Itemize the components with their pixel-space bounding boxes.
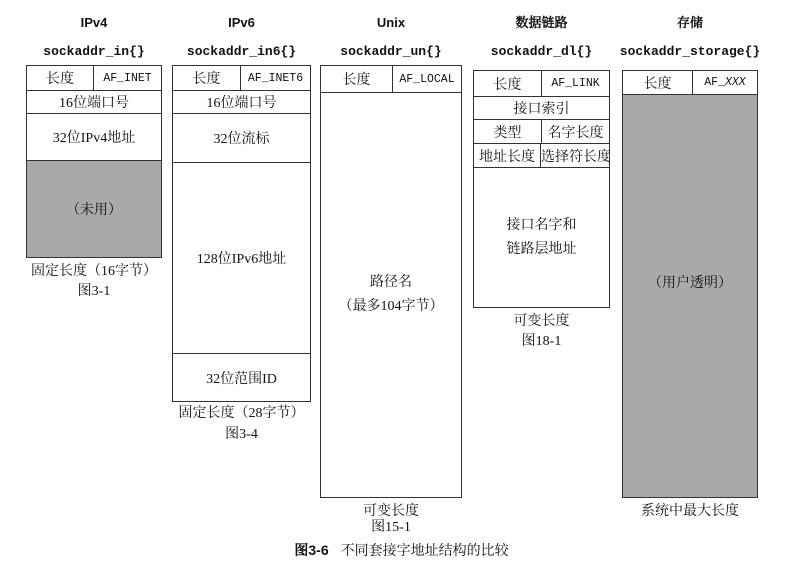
datalink-struct-box (473, 70, 610, 308)
ipv6-header-row (173, 66, 310, 91)
datalink-header-row (474, 71, 609, 97)
figure-caption-text: 不同套接字地址结构的比较 (340, 544, 509, 559)
figure-caption (0, 540, 803, 562)
ipv4-size-note: 固定长度（16字节） (31, 264, 157, 279)
ipv4-heading: IPv4 (80, 15, 108, 30)
ipv4-port-field: 16位端口号 (27, 91, 161, 114)
datalink-data-line1: 接口名字和 (506, 217, 577, 233)
ipv4-struct-box (26, 65, 162, 258)
datalink-sel-len-field: 选择符长度 (541, 149, 611, 165)
datalink-figure-ref: 图18-1 (521, 334, 562, 349)
datalink-index-field: 接口索引 (474, 97, 609, 120)
ipv6-scope-id-field: 32位范围ID (206, 371, 277, 387)
unix-heading: Unix (376, 15, 406, 30)
unix-len-field: 长度 (321, 66, 393, 92)
ipv6-struct-name: sockaddr_in6{} (186, 44, 297, 59)
storage-len-field: 长度 (623, 71, 693, 94)
datalink-family-field: AF_LINK (551, 77, 600, 90)
unix-path-field (321, 93, 461, 497)
ipv6-figure-ref: 图3-4 (225, 427, 258, 442)
storage-family-suffix: XXX (725, 76, 746, 89)
unix-size-note: 可变长度 (363, 504, 419, 519)
ipv6-addr-field: 128位IPv6地址 (173, 163, 310, 354)
ipv6-port-field: 16位端口号 (173, 91, 310, 114)
datalink-data-field (474, 168, 609, 307)
datalink-struct-name: sockaddr_dl{} (490, 44, 593, 59)
ipv4-unused-field: （未用） (27, 161, 161, 257)
ipv4-addr-field: 32位IPv4地址 (27, 114, 161, 161)
datalink-len-field: 长度 (474, 71, 542, 96)
unix-struct-name: sockaddr_un{} (340, 44, 442, 59)
datalink-size-note: 可变长度 (513, 314, 570, 329)
datalink-name-len-field: 名字长度 (547, 125, 604, 141)
ipv6-heading: IPv6 (228, 15, 255, 30)
storage-struct-box (622, 70, 758, 498)
datalink-addr-len-field: 地址长度 (474, 144, 541, 167)
datalink-heading: 数据链路 (515, 15, 568, 30)
ipv4-struct-name: sockaddr_in{} (43, 44, 145, 59)
unix-figure-ref: 图15-1 (371, 520, 411, 535)
ipv6-struct-box (172, 65, 311, 402)
storage-opaque-field: （用户透明） (623, 95, 757, 497)
ipv6-size-note: 固定长度（28字节） (178, 406, 305, 421)
datalink-type-row (474, 120, 609, 144)
figure-number: 图3-6 (294, 542, 329, 558)
storage-struct-name: sockaddr_storage{} (619, 44, 761, 59)
storage-family-field (693, 71, 757, 94)
datalink-type-field: 类型 (474, 120, 542, 143)
ipv4-family-field: AF_INET (103, 71, 152, 85)
storage-family-prefix: AF_ (704, 76, 725, 89)
datalink-data-line2: 链路层地址 (506, 241, 577, 257)
storage-header-row (623, 71, 757, 95)
unix-path-label: 路径名 (370, 275, 412, 290)
ipv6-len-field: 长度 (173, 66, 241, 90)
storage-heading: 存储 (676, 15, 703, 30)
unix-header-row (321, 66, 461, 93)
storage-size-note: 系统中最大长度 (641, 504, 739, 519)
unix-path-note: （最多104字节） (338, 299, 444, 314)
unix-family-field: AF_LOCAL (399, 72, 455, 86)
ipv4-header-row (27, 66, 161, 91)
ipv4-len-field: 长度 (27, 66, 94, 90)
unix-struct-box (320, 65, 462, 498)
datalink-addr-row (474, 144, 609, 168)
ipv6-flowinfo-field: 32位流标 (173, 114, 310, 163)
ipv6-family-field: AF_INET6 (247, 71, 304, 85)
ipv4-figure-ref: 图3-1 (77, 284, 111, 299)
